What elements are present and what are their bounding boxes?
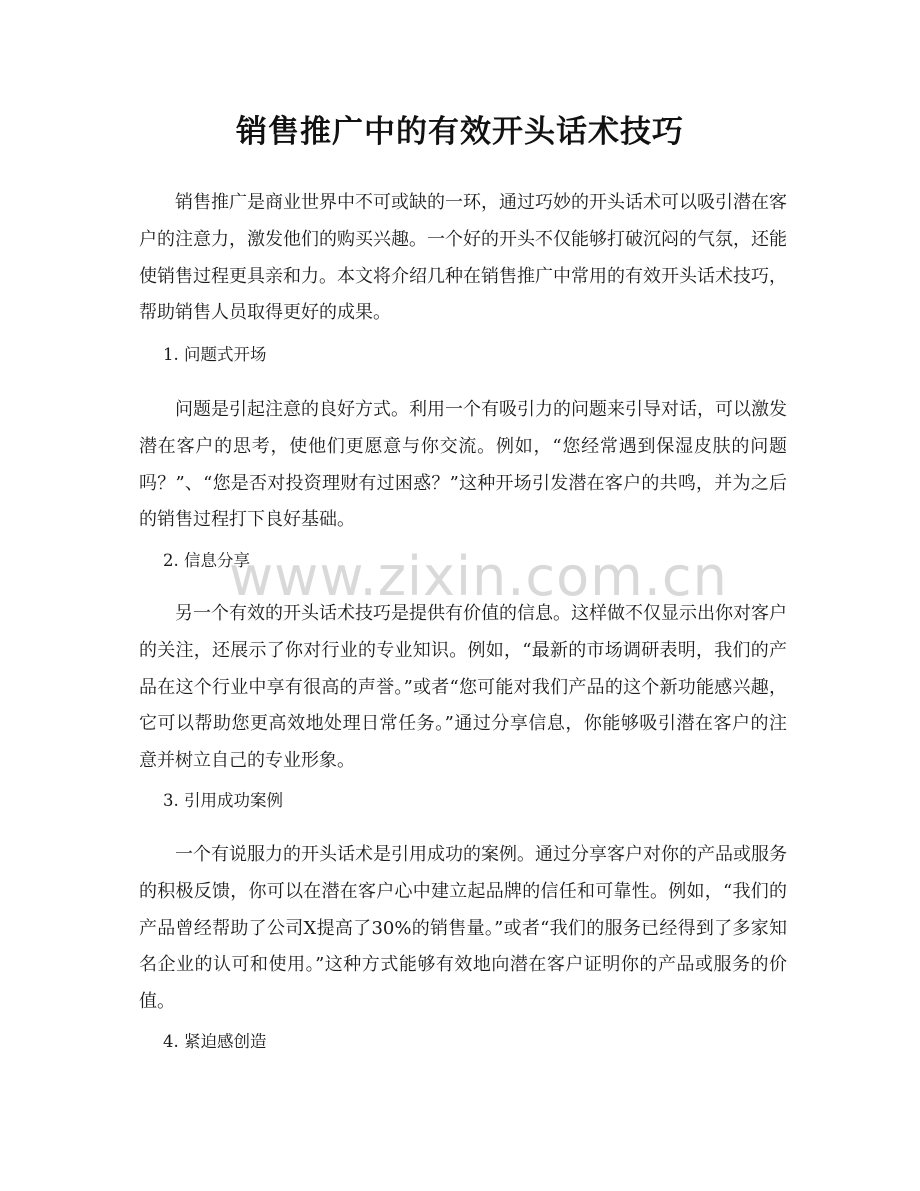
section-heading-1: 1. 问题式开场 — [163, 345, 267, 364]
section-heading-3: 3. 引用成功案例 — [163, 791, 283, 810]
section-heading-4: 4. 紧迫感创造 — [163, 1032, 267, 1051]
section-body-1: 问题是引起注意的良好方式。利用一个有吸引力的问题来引导对话，可以激发潜在客户的思考，使他们更愿意与你交流。例如，“您经常遇到保湿皮肤的问题吗？”、“您是否对投资理财有过困惑？”这种开场引发潜在客户的共鸣，并为之后的销售过程打下良好基础。 — [139, 399, 787, 531]
document-title: 销售推广中的有效开头话术技巧 — [236, 114, 684, 150]
intro-paragraph: 销售推广是商业世界中不可或缺的一环，通过巧妙的开头话术可以吸引潜在客户的注意力，激发他们的购买兴趣。一个好的开头不仅能够打破沉闷的气氛，还能使销售过程更具亲和力。本文将介绍几种在销售推广中常用的有效开头话术技巧，帮助销售人员取得更好的成果。 — [139, 192, 787, 324]
section-body-2: 另一个有效的开头话术技巧是提供有价值的信息。这样做不仅显示出你对客户的关注，还展示了你对行业的专业知识。例如，“最新的市场调研表明，我们的产品在这个行业中享有很高的声誉。”或者“您可能对我们产品的这个新功能感兴趣，它可以帮助您更高效地处理日常任务。”通过分享信息，你能够吸引潜在客户的注意并树立自己的专业形象。 — [139, 603, 787, 772]
section-body-3: 一个有说服力的开头话术是引用成功的案例。通过分享客户对你的产品或服务的积极反馈，你可以在潜在客户心中建立起品牌的信任和可靠性。例如，“我们的产品曾经帮助了公司X提高了30%的销售量。”或者“我们的服务已经得到了多家知名企业的认可和使用。”这种方式能够有效地向潜在客户证明你的产品或服务的价值。 — [139, 844, 787, 1013]
section-heading-2: 2. 信息分享 — [163, 551, 250, 570]
watermark: www.zixin.com.cn — [229, 545, 728, 608]
